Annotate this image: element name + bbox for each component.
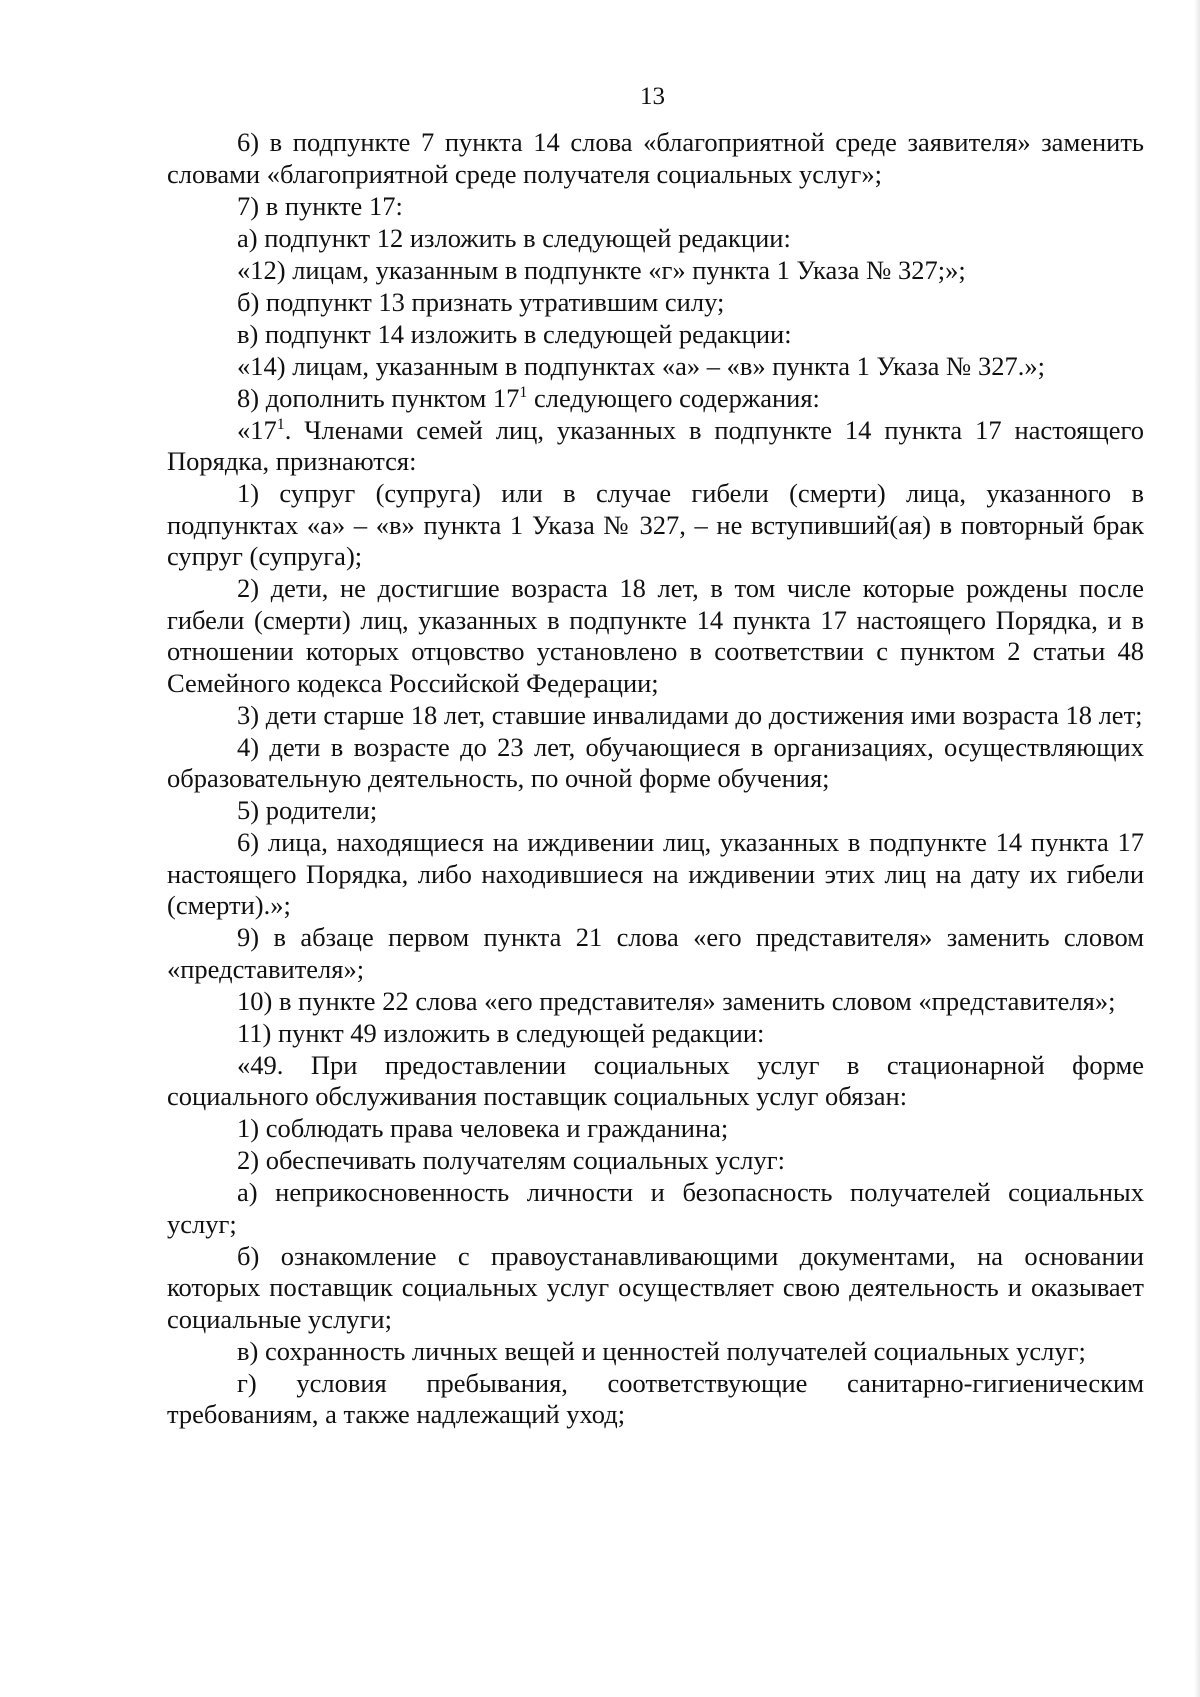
- paragraph-text: «17: [237, 414, 277, 445]
- paragraph: г) условия пребывания, соответствующие санитарно-гигиеническим требованиям, а также надлежащий уход;: [167, 1367, 1144, 1429]
- paragraph: 1) супруг (супруга) или в случае гибели (смерти) лица, указанного в подпунктах «а» – «в» пункта 1 Указа № 327, – не вступивший(ая) в повторный брак супруг (супруга);: [167, 478, 1144, 571]
- paragraph: 10) в пункте 22 слова «его представителя» заменить словом «представителя»;: [237, 985, 1116, 1016]
- paragraph: 2) дети, не достигшие возраста 18 лет, в том числе которые рождены после гибели (смерти) лиц, указанных в подпункте 14 пункта 17 настоящего Порядка, и в отношении которых отцовство установлено в соответствии с пунктом 2 статьи 48 Семейного кодекса Российской Федерации;: [167, 573, 1144, 698]
- scan-edge: [1194, 0, 1200, 1697]
- superscript: 1: [276, 415, 285, 433]
- paragraph: в) подпункт 14 изложить в следующей редакции:: [237, 318, 792, 349]
- paragraph: б) подпункт 13 признать утратившим силу;: [237, 286, 725, 317]
- paragraph: «14) лицам, указанным в подпунктах «а» – «в» пункта 1 Указа № 327.»;: [237, 350, 1045, 381]
- paragraph: а) неприкосновенность личности и безопасность получателей социальных услуг;: [167, 1177, 1144, 1239]
- paragraph: 7) в пункте 17:: [237, 190, 403, 221]
- superscript: 1: [519, 383, 528, 401]
- paragraph: 2) обеспечивать получателям социальных услуг:: [237, 1145, 785, 1175]
- paragraph: 11) пункт 49 изложить в следующей редакции:: [237, 1017, 765, 1048]
- paragraph: [167, 383, 1144, 415]
- paragraph: 5) родители;: [237, 795, 378, 825]
- paragraph-text: следующего содержания:: [527, 382, 820, 413]
- document-body: [167, 127, 1144, 1431]
- paragraph: 6) лица, находящиеся на иждивении лиц, указанных в подпункте 14 пункта 17 настоящего Порядка, либо находившиеся на иждивении этих лиц на дату их гибели (смерти).»;: [167, 827, 1144, 920]
- paragraph: 1) соблюдать права человека и гражданина;: [237, 1113, 729, 1143]
- paragraph: б) ознакомление с правоустанавливающими документами, на основании которых поставщик социальных услуг осуществляет свою деятельность и оказывает социальные услуги;: [167, 1240, 1144, 1334]
- paragraph: «12) лицам, указанным в подпункте «г» пункта 1 Указа № 327;»;: [237, 254, 966, 285]
- paragraph-text: 8) дополнить пунктом 17: [237, 382, 520, 413]
- paragraph: а) подпункт 12 изложить в следующей редакции:: [237, 222, 791, 253]
- paragraph: [167, 415, 1144, 478]
- paragraph: 6) в подпункте 7 пункта 14 слова «благоприятной среде заявителя» заменить словами «благоприятной среде получателя социальных услуг»;: [167, 127, 1144, 189]
- paragraph: 9) в абзаце первом пункта 21 слова «его представителя» заменить словом «представителя»;: [167, 922, 1144, 984]
- page-number: 13: [640, 83, 665, 110]
- paragraph-text: . Членами семей лиц, указанных в подпункте 14 пункта 17 настоящего Порядка, признаются:: [167, 414, 1144, 476]
- paragraph: 3) дети старше 18 лет, ставшие инвалидами до достижения ими возраста 18 лет;: [237, 699, 1143, 730]
- paragraph: в) сохранность личных вещей и ценностей получателей социальных услуг;: [237, 1335, 1086, 1366]
- paragraph: «49. При предоставлении социальных услуг в стационарной форме социального обслуживания поставщик социальных услуг обязан:: [167, 1049, 1144, 1111]
- paragraph: 4) дети в возрасте до 23 лет, обучающиеся в организациях, осуществляющих образовательную деятельность, по очной форме обучения;: [167, 731, 1144, 793]
